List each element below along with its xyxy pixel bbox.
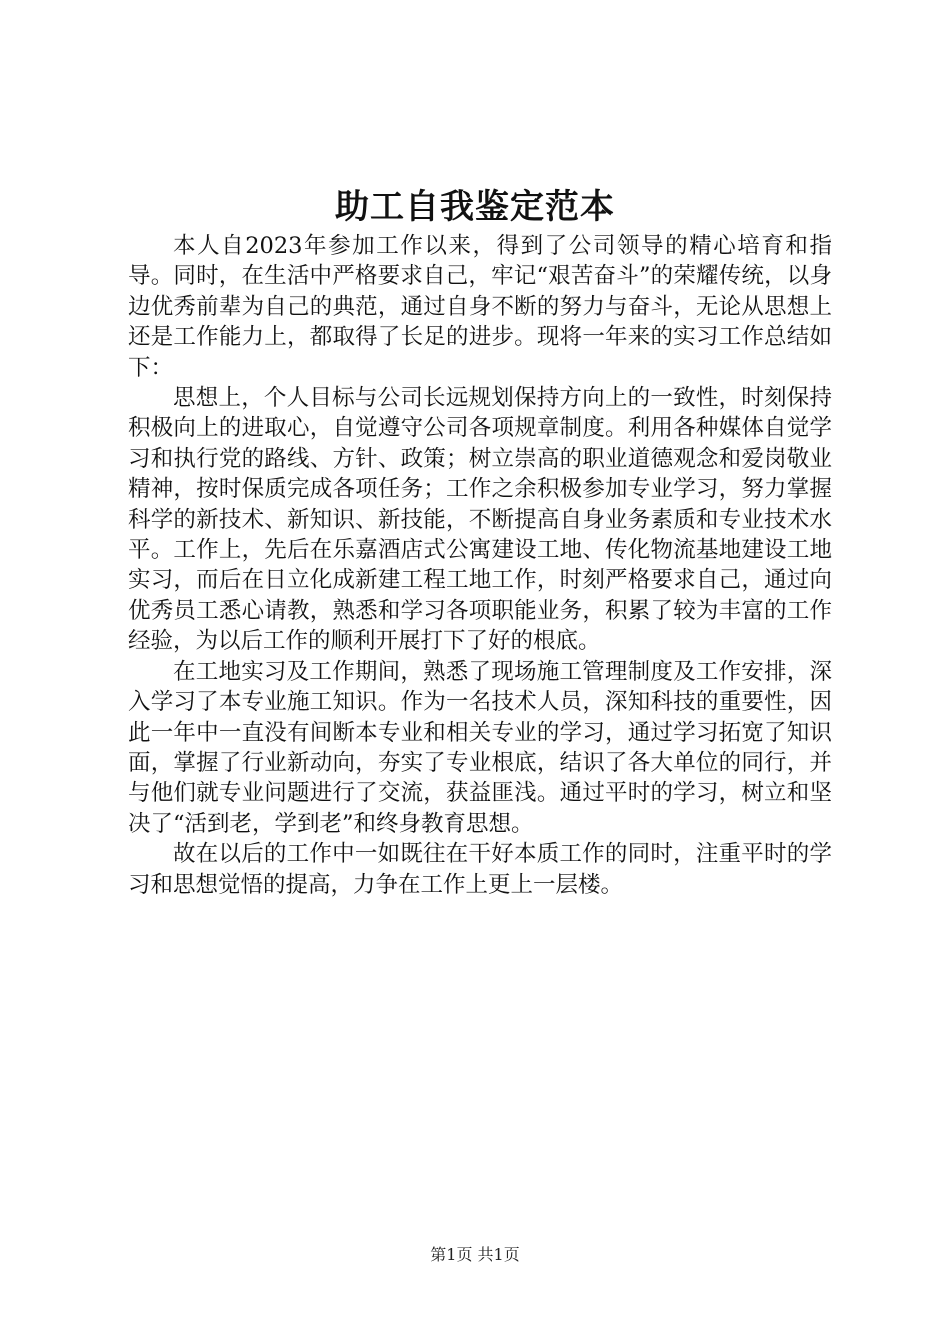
page-number-footer: 第1页 共1页 — [430, 1245, 520, 1264]
paragraph-2: 思想上，个人目标与公司长远规划保持方向上的一致性，时刻保持积极向上的进取心，自觉遵守公司各项规章制度。利用各种媒体自觉学习和执行党的路线、方针、政策；树立崇高的职业道德观念和爱岗敬业精神，按时保质完成各项任务；工作之余积极参加专业学习，努力掌握科学的新技术、新知识、新技能，不断提高自身业务素质和专业技术水平。工作上，先后在乐嘉酒店式公寓建设工地、传化物流基地建设工地实习，而后在日立化成新建工程工地工作，时刻严格要求自己，通过向优秀员工悉心请教，熟悉和学习各项职能业务，积累了较为丰富的工作经验，为以后工作的顺利开展打下了好的根底。 — [128, 385, 832, 655]
document-title: 助工自我鉴定范本 — [335, 187, 615, 227]
paragraph-4: 故在以后的工作中一如既往在干好本质工作的同时，注重平时的学习和思想觉悟的提高，力争在工作上更上一层楼。 — [128, 841, 832, 898]
paragraph-1: 本人自2023年参加工作以来，得到了公司领导的精心培育和指导。同时，在生活中严格要求自己，牢记“艰苦奋斗”的荣耀传统，以身边优秀前辈为自己的典范，通过自身不断的努力与奋斗，无论从思想上还是工作能力上，都取得了长足的进步。现将一年来的实习工作总结如下： — [128, 233, 832, 381]
paragraph-3: 在工地实习及工作期间，熟悉了现场施工管理制度及工作安排，深入学习了本专业施工知识。作为一名技术人员，深知科技的重要性，因此一年中一直没有间断本专业和相关专业的学习，通过学习拓宽了知识面，掌握了行业新动向，夯实了专业根底，结识了各大单位的同行，并与他们就专业问题进行了交流，获益匪浅。通过平时的学习，树立和坚决了“活到老，学到老”和终身教育思想。 — [128, 658, 832, 837]
document-body — [128, 231, 832, 900]
